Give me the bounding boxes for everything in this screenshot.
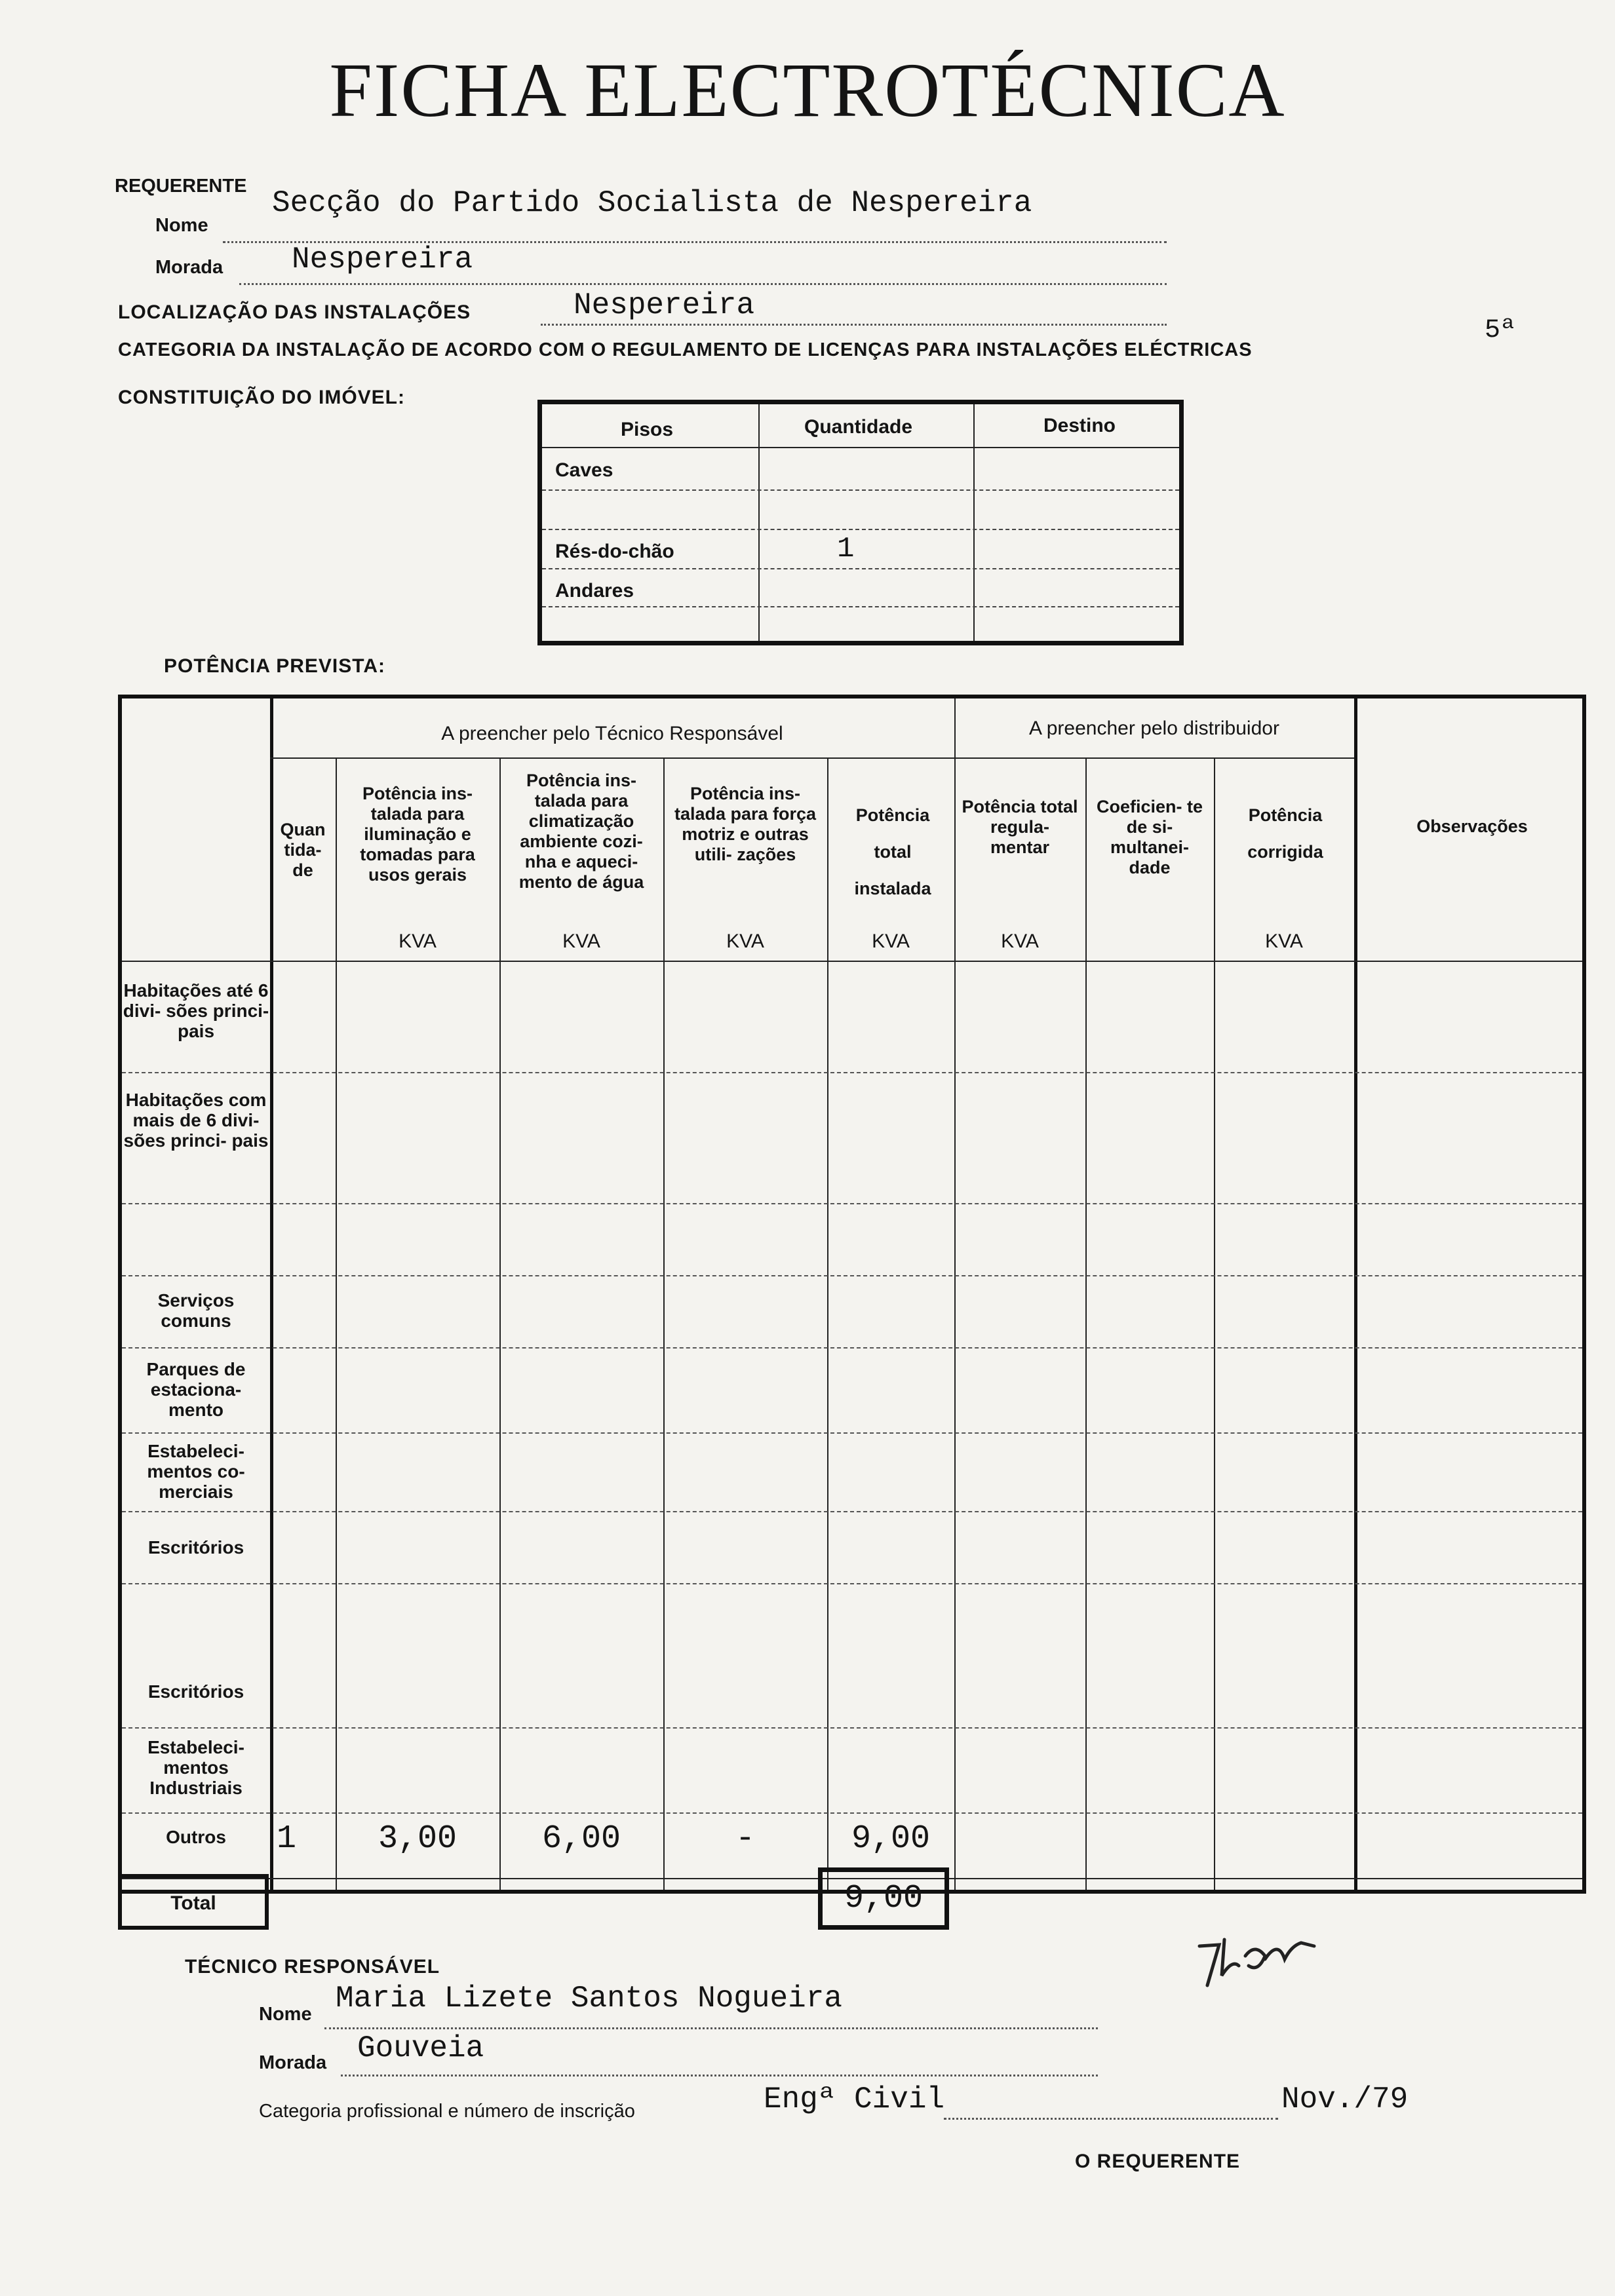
floors-row-caves: Caves xyxy=(555,459,613,481)
page-title: FICHA ELECTROTÉCNICA xyxy=(329,47,1286,133)
outros-iluminacao: 3,00 xyxy=(378,1820,457,1858)
localizacao-value: Nespereira xyxy=(574,288,755,322)
row-outros: Outros xyxy=(166,1827,226,1847)
floors-header-destino: Destino xyxy=(1043,415,1116,436)
total-value: 9,00 xyxy=(844,1880,924,1917)
constituicao-label: CONSTITUIÇÃO DO IMÓVEL: xyxy=(118,387,405,408)
floors-row-andares: Andares xyxy=(555,580,634,602)
floors-header-pisos: Pisos xyxy=(621,419,674,440)
outros-quantidade: 1 xyxy=(277,1820,297,1858)
power-table xyxy=(118,695,1586,1894)
row-parques: Parques de estaciona- mento xyxy=(146,1359,246,1420)
col-iluminacao: Potência ins- talada para iluminação e tomadas para usos gerais xyxy=(360,784,475,885)
categoria-label: CATEGORIA DA INSTALAÇÃO DE ACORDO COM O REGULAMENTO DE LICENÇAS PARA INSTALAÇÕES ELÉCTRICAS xyxy=(118,339,1253,360)
unit-iluminacao: KVA xyxy=(399,930,437,952)
unit-climatizacao: KVA xyxy=(562,930,600,952)
tecnico-morada-line xyxy=(341,2075,1098,2076)
tecnico-nome-label: Nome xyxy=(259,2004,312,2025)
tecnico-categoria-label: Categoria profissional e número de inscrição xyxy=(259,2101,635,2122)
outros-total: 9,00 xyxy=(851,1820,931,1858)
floors-table xyxy=(537,400,1184,645)
row-estabelecimentos-comerciais: Estabeleci- mentos co- merciais xyxy=(147,1441,245,1502)
tecnico-morada-label: Morada xyxy=(259,2052,327,2073)
unit-corrigida: KVA xyxy=(1265,930,1303,952)
outros-forca: - xyxy=(735,1820,755,1858)
total-label: Total xyxy=(170,1892,216,1914)
requerente-nome-label: Nome xyxy=(155,215,208,236)
total-label-box xyxy=(118,1874,269,1930)
tecnico-nome-line xyxy=(324,2027,1098,2029)
total-value-box xyxy=(818,1867,949,1930)
row-escritorios-1: Escritórios xyxy=(147,1537,244,1558)
row-escritorios-2: Escritórios xyxy=(147,1681,244,1702)
col-corrigida: Potência corrigida xyxy=(1247,805,1323,862)
col-regulamentar: Potência total regula- mentar xyxy=(962,797,1078,857)
col-climatizacao: Potência ins- talada para climatização ambiente cozi- nha e aqueci- mento de água xyxy=(518,771,644,892)
tecnico-categoria-value: Engª Civil xyxy=(764,2082,945,2116)
group-tecnico: A preencher pelo Técnico Responsável xyxy=(441,723,783,744)
signature-image xyxy=(1193,1920,1337,1999)
floors-res-do-chao-quantidade: 1 xyxy=(837,533,855,565)
row-estabelecimentos-industriais: Estabeleci- mentos Industriais xyxy=(147,1737,244,1798)
tecnico-morada-value: Gouveia xyxy=(357,2031,484,2065)
col-coeficiente: Coeficien- te de si- multanei- dade xyxy=(1096,797,1203,877)
row-habitacoes-ate-6: Habitações até 6 divi- sões princi- pais xyxy=(123,980,269,1041)
col-total: Potência total instalada xyxy=(854,805,931,898)
unit-regulamentar: KVA xyxy=(1001,930,1039,952)
tecnico-nome-value: Maria Lizete Santos Nogueira xyxy=(336,1981,842,2016)
tecnico-section-label: TÉCNICO RESPONSÁVEL xyxy=(185,1956,440,1978)
col-forca: Potência ins- talada para força motriz e outras utili- zações xyxy=(674,784,817,864)
localizacao-label: LOCALIZAÇÃO DAS INSTALAÇÕES xyxy=(118,301,471,323)
outros-climatizacao: 6,00 xyxy=(541,1820,621,1858)
tecnico-date: Nov./79 xyxy=(1281,2082,1409,2116)
potencia-label: POTÊNCIA PREVISTA: xyxy=(164,655,386,677)
localizacao-line xyxy=(541,324,1167,326)
floors-header-quantidade: Quantidade xyxy=(804,416,913,438)
tecnico-date-line xyxy=(944,2118,1278,2120)
unit-total: KVA xyxy=(872,930,910,952)
col-quantidade: Quan tida- de xyxy=(280,820,326,880)
categoria-value: 5ª xyxy=(1485,316,1517,345)
row-habitacoes-mais-6: Habitações com mais de 6 divi- sões princi- pais xyxy=(123,1090,269,1151)
requerente-morada-label: Morada xyxy=(155,257,224,278)
requerente-section-label: REQUERENTE xyxy=(115,176,247,197)
o-requerente-label: O REQUERENTE xyxy=(1075,2151,1241,2172)
col-observacoes: Observações xyxy=(1416,816,1528,836)
requerente-nome-value: Secção do Partido Socialista de Nespereira xyxy=(272,186,1032,220)
unit-forca: KVA xyxy=(726,930,764,952)
floors-row-res-do-chao: Rés-do-chão xyxy=(555,541,674,562)
row-servicos-comuns: Serviços comuns xyxy=(157,1290,235,1331)
requerente-morada-line xyxy=(239,283,1167,285)
requerente-morada-value: Nespereira xyxy=(292,242,473,277)
group-distribuidor: A preencher pelo distribuidor xyxy=(1029,718,1279,739)
